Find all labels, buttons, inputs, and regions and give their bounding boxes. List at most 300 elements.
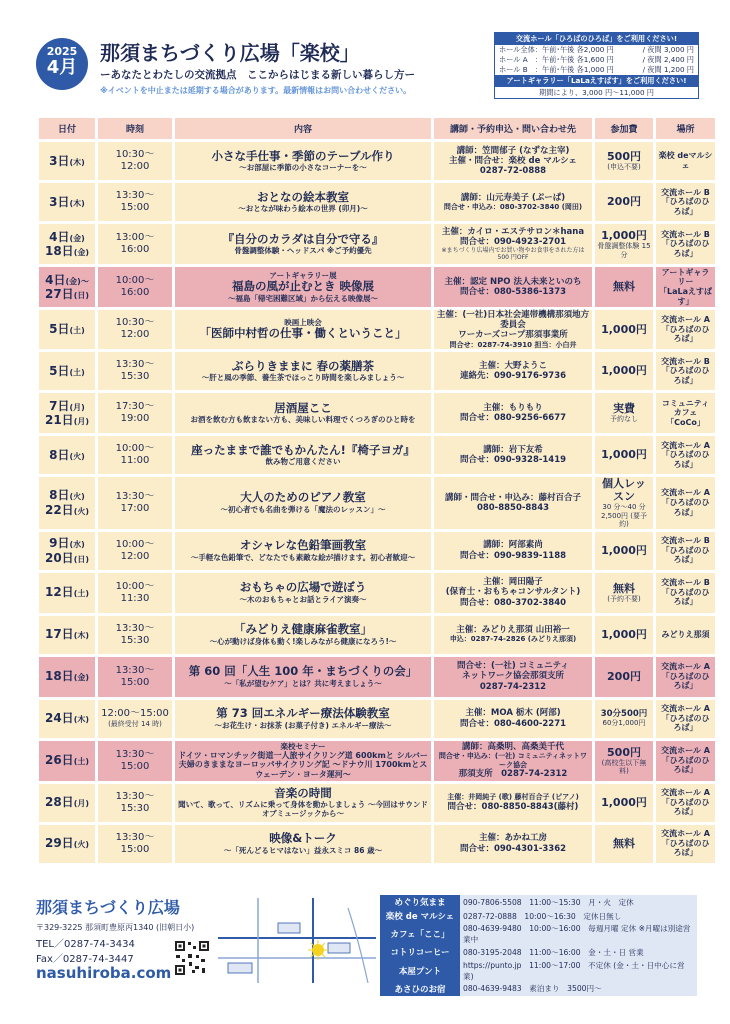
- event-fee: [595, 352, 653, 390]
- event-subtitle: ～「死んどるヒマはない」益永スミコ 86 歳～: [223, 845, 383, 855]
- place-line: 「ひろばのひろば」: [661, 366, 710, 385]
- contact-line: 主催：MOA 栃木 (阿部): [465, 708, 561, 719]
- date-line: [41, 503, 93, 517]
- shop-name: あさひのお宿: [380, 982, 460, 996]
- event-place: [656, 142, 715, 180]
- gallery-price-heading: アートギャラリー「LaLaえすぱす」をご利用ください!: [495, 75, 698, 87]
- contact-line: 講師：笠間郁子 (なずな主宰): [456, 145, 570, 156]
- date-weekday: (月): [69, 402, 85, 412]
- place-line: 交流ホール B: [661, 356, 710, 366]
- table-row: [39, 267, 715, 307]
- hall-price-night: / 夜間 2,400 円: [642, 55, 694, 64]
- event-fee: [595, 700, 653, 738]
- time-line: 15:30: [120, 370, 150, 382]
- event-fee: [595, 573, 653, 613]
- event-title: 座ったままで誰でもかんたん!『椅子ヨガ』: [191, 442, 415, 457]
- event-date: [39, 784, 95, 822]
- date-line: [41, 413, 93, 427]
- hall-price-row: [495, 65, 698, 75]
- column-header: 日付: [39, 118, 95, 139]
- fee-note: 30 分～40 分 2,500円 (要予約): [601, 503, 647, 529]
- fee-amount: 30分500円: [600, 709, 648, 720]
- event-content: [175, 825, 431, 863]
- contact-line: 問合せ・申込み：(一社) コミュニティネットワーク協会: [438, 752, 588, 769]
- event-subtitle: ～お花生け・お抹茶 (お菓子付き) エネルギー療法～: [214, 720, 392, 730]
- event-schedule-table: [36, 115, 718, 866]
- shop-info: 080-4639-9483 素泊まり 3500円～: [460, 982, 697, 996]
- date-weekday: (火): [73, 506, 89, 516]
- time-line: 15:00: [120, 843, 150, 855]
- event-time: [98, 393, 172, 433]
- table-row: [39, 784, 715, 822]
- shop-row: [380, 945, 697, 959]
- date-day: 9日: [49, 536, 70, 551]
- event-subtitle: ～初心者でも名曲を弾ける「魔法のレッスン」～: [220, 505, 386, 515]
- event-subtitle: ～肝と風の季節、養生茶でほっこり時間を楽しみましょう～: [201, 373, 405, 383]
- event-time: [98, 477, 172, 529]
- event-date: [39, 700, 95, 738]
- event-place: [656, 784, 715, 822]
- event-title: 『自分のカラダは自分で守る』: [222, 231, 384, 246]
- place-line: 「ひろばのひろば」: [661, 324, 710, 344]
- date-line: [41, 322, 93, 336]
- time-line: 13:00～: [115, 232, 155, 243]
- column-header: 参加費: [595, 118, 653, 139]
- hall-price-heading: 交流ホール「ひろばのひろば」をご利用ください!: [495, 33, 698, 45]
- column-header: 時刻: [98, 118, 172, 139]
- date-line: [41, 536, 93, 550]
- event-date: [39, 825, 95, 863]
- contact-line: 主催：もりもり: [483, 402, 543, 413]
- event-time: [98, 183, 172, 221]
- fee-note: (高校生以下無料): [601, 758, 647, 776]
- shop-info-table: [380, 895, 697, 996]
- table-row: [39, 436, 715, 474]
- date-day: 8日: [49, 488, 70, 503]
- time-line: 15:30: [120, 802, 150, 814]
- event-content: [175, 267, 431, 307]
- time-line: 13:30～: [115, 664, 155, 676]
- shop-info: 090-7806-5508 11:00～15:30 月・火 定休: [460, 895, 697, 909]
- shop-name: 楽校 de マルシェ: [380, 909, 460, 923]
- contact-line: 連絡先：090-9176-9736: [459, 370, 567, 381]
- contact-line: 問合せ：080-3702-3840: [459, 597, 567, 608]
- contact-line: 0287-72-0888: [479, 166, 547, 177]
- event-subtitle: ～木のおもちゃとお話とライア演奏～: [239, 594, 367, 604]
- event-contact: [434, 477, 592, 529]
- event-place: [656, 657, 715, 697]
- event-title: 第 73 回エネルギー療法体験教室: [216, 706, 390, 721]
- contact-line: ワーカーズコープ那須事業所: [458, 330, 568, 341]
- fee-amount: 500円: [607, 150, 641, 164]
- place-line: 「LaLaえすぱす」: [659, 287, 712, 306]
- event-title: 第 60 回「人生 100 年・まちづくりの会」: [188, 664, 418, 679]
- place-line: 交流ホール A: [661, 704, 710, 714]
- event-contact: [434, 532, 592, 570]
- table-row: [39, 393, 715, 433]
- event-contact: [434, 616, 592, 654]
- event-contact: [434, 352, 592, 390]
- date-weekday: (火): [73, 840, 89, 850]
- page-subtitle: ーあなたとわたしの交流拠点 ここからはじまる新しい暮らし方ー: [100, 69, 415, 81]
- fee-note: 骨盤調整体験 15分: [597, 242, 651, 259]
- event-time: [98, 352, 172, 390]
- date-line: [41, 399, 93, 413]
- contact-line: 問合せ：090-4923-2701: [459, 236, 567, 247]
- contact-line: 問合せ：080-9256-6677: [459, 412, 567, 423]
- place-line: 交流ホール A: [661, 788, 710, 798]
- place-line: 交流ホール B: [661, 578, 710, 588]
- date-weekday: (木): [73, 715, 89, 725]
- event-fee: [595, 741, 653, 781]
- event-place: [656, 825, 715, 863]
- table-row: [39, 573, 715, 613]
- event-content: [175, 573, 431, 613]
- contact-line: 問合せ：(一社) コミュニティ: [457, 661, 569, 672]
- fee-amount: 1,000円: [601, 322, 647, 336]
- date-day: 21日: [44, 412, 74, 427]
- event-content: [175, 393, 431, 433]
- time-line: 17:30～: [115, 400, 155, 412]
- time-note: (最終受付 14 時): [108, 720, 162, 729]
- qr-code-icon[interactable]: [174, 940, 210, 976]
- event-title: 大人のためのピアノ教室: [240, 490, 366, 505]
- event-time: [98, 657, 172, 697]
- event-date: [39, 142, 95, 180]
- event-contact: [434, 741, 592, 781]
- contact-line: 主催：みどりえ那須 山田裕一: [456, 625, 570, 636]
- contact-line: 080-8850-8843: [476, 502, 550, 513]
- place-line: コミュニティカフェ: [661, 398, 710, 418]
- event-time: [98, 741, 172, 781]
- event-date: [39, 573, 95, 613]
- place-line: 交流ホール A: [661, 746, 710, 756]
- place-line: 「ひろばのひろば」: [661, 239, 710, 258]
- shop-row: [380, 909, 697, 923]
- time-line: 10:00～: [115, 275, 155, 286]
- time-line: 15:30: [120, 634, 150, 646]
- contact-line: 問合せ：0287-74-3910 担当：小白井: [449, 340, 577, 349]
- hall-price-name: ホール A ：午前･午後 各1,600 円: [499, 55, 614, 64]
- event-title: ドイツ・ロマンチック街道一人旅サイクリング道 600kmと シルバー夫婦のきままなヨーロッパサイクリング記 ～ドナウ川 1700kmとスウェーデン・ヨータ運河～: [178, 750, 428, 779]
- table-row: [39, 352, 715, 390]
- place-line: アートギャラリー: [661, 267, 710, 287]
- contact-line: 問合せ：090-9839-1188: [459, 550, 567, 561]
- fee-amount: 200円: [607, 669, 641, 683]
- time-line: 16:00: [120, 244, 150, 255]
- footer-address: 〒329-3225 那須町豊原丙1340 (旧朝日小): [36, 923, 195, 932]
- date-day: 5日: [49, 322, 70, 337]
- date-weekday: (土): [69, 326, 85, 336]
- place-line: 交流ホール A: [661, 829, 710, 839]
- date-day: 17日: [44, 627, 74, 642]
- event-date: [39, 436, 95, 474]
- event-contact: [434, 657, 592, 697]
- date-day: 26日: [44, 753, 74, 768]
- contact-line: 主催：大野ようこ: [478, 360, 547, 371]
- contact-line: 講師：高桑明、高桑美千代: [461, 741, 564, 752]
- event-place: [656, 741, 715, 781]
- event-title: 「医師中村哲の仕事・働くということ」: [199, 326, 407, 341]
- date-day: 8日: [49, 447, 70, 462]
- fee-amount: 1,000円: [601, 229, 647, 243]
- event-title: 音楽の時間: [274, 785, 332, 800]
- date-line: [41, 364, 93, 378]
- time-line: 16:00: [120, 287, 150, 298]
- date-day: 28日: [44, 795, 74, 810]
- time-line: 13:30～: [115, 358, 155, 370]
- date-weekday: (土): [73, 589, 89, 599]
- event-category: アートギャラリー展: [269, 271, 337, 281]
- date-day: 24日: [44, 711, 74, 726]
- contact-line: 問合せ：080-4600-2271: [459, 718, 567, 729]
- shop-row: [380, 982, 697, 996]
- time-line: 15:00: [120, 676, 150, 688]
- event-place: [656, 393, 715, 433]
- event-place: [656, 532, 715, 570]
- event-title: おもちゃの広場で遊ぼう: [239, 580, 367, 595]
- fee-note: 60分1,000円: [602, 719, 646, 728]
- event-fee: [595, 224, 653, 264]
- event-content: [175, 700, 431, 738]
- event-time: [98, 267, 172, 307]
- event-time: [98, 825, 172, 863]
- contact-line: 申込：0287-74-2826 (みどりえ那須): [449, 635, 577, 644]
- date-day: 29日: [44, 836, 74, 851]
- event-time: [98, 436, 172, 474]
- place-line: 交流ホール A: [661, 440, 710, 450]
- contact-line: ネットワーク協会那須支所: [461, 671, 564, 682]
- fee-amount: 実費: [613, 402, 635, 416]
- time-line: 13:30～: [115, 748, 155, 760]
- event-content: [175, 352, 431, 390]
- event-content: [175, 532, 431, 570]
- event-fee: [595, 657, 653, 697]
- fee-amount: 200円: [607, 195, 641, 209]
- date-line: [41, 244, 93, 258]
- date-day: 3日: [49, 194, 70, 209]
- date-day: 5日: [49, 363, 70, 378]
- date-weekday: (火): [69, 492, 85, 502]
- date-day: 12日: [44, 585, 74, 600]
- event-date: [39, 310, 95, 349]
- time-line: 12:00: [120, 161, 150, 172]
- event-subtitle: ～お部屋に季節の小さなコーナーを～: [239, 163, 367, 173]
- event-contact: [434, 436, 592, 474]
- shop-info: 080-4639-9480 10:00～16:00 毎週月曜 定休 ※月曜は別途営業中: [460, 923, 697, 945]
- contact-line: 講師：阿部素尚: [483, 540, 543, 551]
- date-line: [41, 836, 93, 850]
- event-date: [39, 741, 95, 781]
- event-place: [656, 616, 715, 654]
- event-date: [39, 224, 95, 264]
- shop-row: [380, 960, 697, 982]
- place-line: 「CoCo」: [666, 417, 705, 427]
- event-contact: [434, 393, 592, 433]
- event-content: [175, 183, 431, 221]
- event-contact: [434, 142, 592, 180]
- fee-amount: 1,000円: [601, 795, 647, 809]
- date-weekday: (木): [69, 157, 85, 167]
- place-line: 交流ホール A: [661, 315, 710, 325]
- date-weekday: (水): [69, 540, 85, 550]
- shop-row: [380, 923, 697, 945]
- event-content: [175, 784, 431, 822]
- fee-amount: 無料: [613, 280, 635, 294]
- footer-url[interactable]: nasuhiroba.com: [36, 964, 172, 982]
- date-weekday: (木): [69, 198, 85, 208]
- date-day: 22日: [44, 502, 74, 517]
- date-weekday: (日): [73, 291, 89, 300]
- date-day: 20日: [44, 550, 74, 565]
- date-line: [41, 273, 93, 287]
- date-day: 4日: [45, 272, 66, 287]
- place-line: 「ひろばのひろば」: [661, 545, 710, 565]
- place-line: 交流ホール B: [661, 229, 710, 239]
- table-row: [39, 142, 715, 180]
- fee-amount: 500円: [607, 745, 641, 759]
- event-subtitle: ～おとなが味わう絵本の世界 (卯月)～: [238, 204, 368, 214]
- event-contact: [434, 784, 592, 822]
- time-line: 13:30～: [115, 831, 155, 843]
- date-day: 3日: [49, 153, 70, 168]
- event-date: [39, 532, 95, 570]
- place-line: 交流ホール B: [661, 536, 710, 546]
- event-contact: [434, 183, 592, 221]
- event-date: [39, 616, 95, 654]
- fee-amount: 無料: [613, 581, 635, 595]
- event-place: [656, 267, 715, 307]
- date-weekday: (土): [73, 757, 89, 767]
- contact-line: 主催：あかね工房: [478, 833, 547, 844]
- date-weekday: (月): [73, 416, 89, 426]
- hall-price-night: / 夜間 1,200 円: [642, 65, 694, 74]
- place-line: 「ひろばのひろば」: [661, 838, 710, 858]
- event-content: [175, 477, 431, 529]
- event-fee: [595, 393, 653, 433]
- event-time: [98, 700, 172, 738]
- footer-fax: Fax／0287-74-3447: [36, 954, 134, 965]
- fee-amount: 1,000円: [601, 364, 647, 378]
- shop-row: [380, 895, 697, 909]
- hall-price-night: / 夜間 3,000 円: [642, 45, 694, 54]
- table-row: [39, 825, 715, 863]
- event-subtitle: 飲み物ご用意ください: [265, 457, 341, 467]
- time-line: 10:00～: [115, 580, 155, 592]
- event-fee: [595, 616, 653, 654]
- place-line: 「ひろばのひろば」: [661, 755, 710, 775]
- event-title: 福島の風が止むとき 映像展: [231, 279, 374, 294]
- event-place: [656, 477, 715, 529]
- time-line: 15:00: [120, 760, 150, 772]
- date-line: [41, 585, 93, 599]
- event-time: [98, 142, 172, 180]
- contact-line: 主催：(一社)日本社会連帯機構那須地方委員会: [436, 310, 590, 331]
- event-place: [656, 700, 715, 738]
- fee-amount: 1,000円: [601, 448, 647, 462]
- place-line: 交流ホール A: [661, 662, 710, 672]
- event-fee: [595, 784, 653, 822]
- event-category: 映画上映会: [284, 318, 322, 328]
- shop-name: カフェ「ここ」: [380, 923, 460, 945]
- event-title: 小さな手仕事・季節のテーブル作り: [211, 148, 395, 163]
- place-line: 「ひろばのひろば」: [661, 587, 710, 607]
- event-time: [98, 784, 172, 822]
- table-row: [39, 183, 715, 221]
- event-subtitle: ～「私が望むケア」とは？共に考えましょう～: [224, 678, 382, 688]
- event-fee: [595, 267, 653, 307]
- date-line: [41, 669, 93, 683]
- event-date: [39, 657, 95, 697]
- date-day: 7日: [49, 398, 70, 413]
- table-row: [39, 657, 715, 697]
- column-header: 場所: [656, 118, 715, 139]
- contact-line: 0287-74-2312: [479, 681, 547, 692]
- event-subtitle: ～手軽な色鉛筆で、どなたでも素敵な絵が描けます。初心者歓迎～: [190, 552, 416, 562]
- contact-line: 講師・問合せ・申込み：藤村百合子: [444, 492, 581, 503]
- table-row: [39, 700, 715, 738]
- contact-line: 問合せ：090-9328-1419: [459, 454, 567, 465]
- event-place: [656, 352, 715, 390]
- event-content: [175, 657, 431, 697]
- month-badge: [36, 38, 88, 90]
- fee-note: 予約なし: [610, 415, 638, 424]
- event-date: [39, 267, 95, 307]
- date-weekday: (日): [73, 554, 89, 564]
- contact-line: 主催・問合せ：楽校 de マルシェ: [449, 155, 577, 166]
- time-line: 10:30～: [115, 317, 155, 329]
- contact-line: 主催：井岡純子 (歌) 藤村百合子 (ピアノ): [447, 793, 579, 802]
- event-time: [98, 310, 172, 349]
- column-header: 内容: [175, 118, 431, 139]
- place-line: 「ひろばのひろば」: [661, 197, 710, 216]
- place-line: 楽校 deマルシェ: [658, 151, 713, 170]
- event-content: [175, 310, 431, 349]
- page-title: 那須まちづくり広場「楽校」: [100, 41, 360, 65]
- contact-line: 問合せ：080-5386-1373: [459, 287, 567, 297]
- date-day: 18日: [44, 244, 74, 258]
- contact-line: 那須支所 0287-74-2312: [458, 768, 568, 779]
- time-line: 19:00: [120, 412, 150, 424]
- time-line: 15:00: [120, 202, 150, 213]
- shop-info: 0287-72-0888 10:00～16:30 定休日無し: [460, 909, 697, 923]
- date-line: [41, 154, 93, 168]
- date-weekday: (金): [73, 248, 89, 257]
- time-line: 11:30: [120, 592, 150, 604]
- place-line: 「ひろばのひろば」: [661, 797, 710, 817]
- event-fee: [595, 142, 653, 180]
- event-title: おとなの絵本教室: [257, 189, 349, 204]
- event-content: [175, 741, 431, 781]
- place-line: 「ひろばのひろば」: [661, 450, 710, 469]
- event-subtitle: 骨盤調整体験・ヘッドスパ ※ご予約優先: [234, 246, 372, 256]
- date-line: [41, 230, 93, 244]
- date-line: [41, 795, 93, 809]
- hall-price-row: [495, 55, 698, 65]
- time-line: 12:00: [120, 329, 150, 341]
- table-row: [39, 741, 715, 781]
- event-subtitle: ～福島「帰宅困難区域」から伝える映像展～: [228, 293, 378, 303]
- event-category: 楽校セミナー: [280, 741, 326, 751]
- table-row: [39, 224, 715, 264]
- event-time: [98, 224, 172, 264]
- date-line: [41, 711, 93, 725]
- event-fee: [595, 436, 653, 474]
- time-line: 10:00～: [115, 442, 155, 454]
- contact-line: 問合せ：080-8850-8843(藤村): [447, 801, 579, 812]
- hall-price-box: [494, 32, 699, 99]
- event-contact: [434, 310, 592, 349]
